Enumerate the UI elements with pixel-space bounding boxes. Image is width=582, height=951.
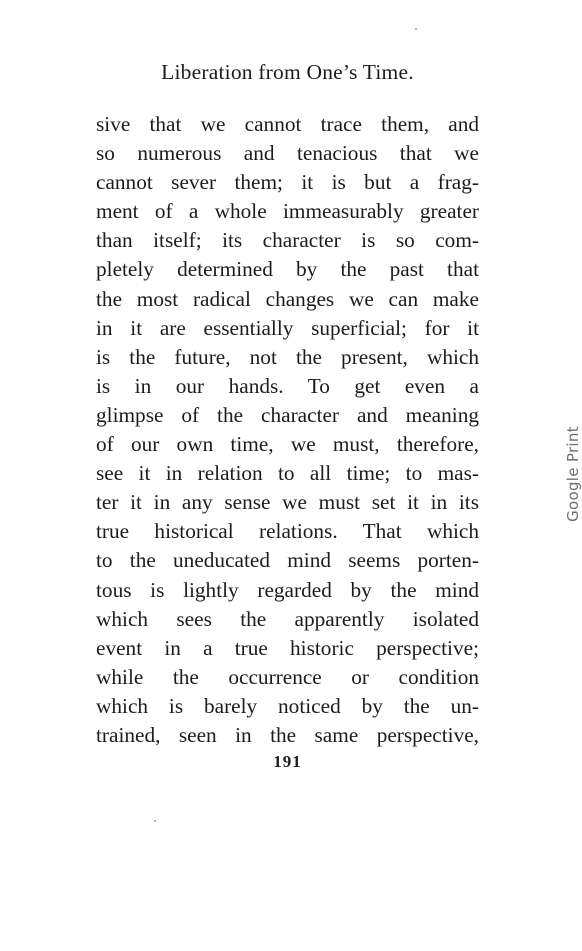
text-line: while the occurrence or condition [96, 664, 479, 689]
text-line: see it in relation to all time; to mas- [96, 461, 479, 486]
running-head: Liberation from One’s Time. [161, 60, 414, 84]
text-line: in it are essentially superficial; for it [96, 315, 479, 340]
text-line: glimpse of the character and meaning [96, 402, 479, 427]
text-line: ter it in any sense we must set it in its [96, 490, 479, 515]
text-line: true historical relations. That which [96, 519, 479, 544]
text-line: is in our hands. To get even a [96, 373, 479, 398]
text-line: pletely determined by the past that [96, 257, 479, 282]
text-line: trained, seen in the same perspective, [96, 722, 479, 747]
text-line: cannot sever them; it is but a frag- [96, 170, 479, 195]
paper-speck [415, 28, 417, 30]
text-line: than itself; its character is so com- [96, 228, 479, 253]
text-line: so numerous and tenacious that we [96, 141, 479, 166]
text-line: to the uneducated mind seems porten- [96, 548, 479, 573]
body-text [96, 110, 479, 750]
text-line: tous is lightly regarded by the mind [96, 577, 479, 602]
text-line: is the future, not the present, which [96, 344, 479, 369]
google-print-watermark: Google Print [564, 426, 582, 522]
paper-speck [154, 820, 156, 822]
text-line: which sees the apparently isolated [96, 606, 479, 631]
text-line: of our own time, we must, therefore, [96, 432, 479, 457]
text-line: ment of a whole immeasurably greater [96, 199, 479, 224]
text-line: event in a true historic perspective; [96, 635, 479, 660]
text-line: which is barely noticed by the un- [96, 693, 479, 718]
page-number: 191 [273, 752, 302, 771]
text-line: the most radical changes we can make [96, 286, 479, 311]
text-line: sive that we cannot trace them, and [96, 112, 479, 136]
